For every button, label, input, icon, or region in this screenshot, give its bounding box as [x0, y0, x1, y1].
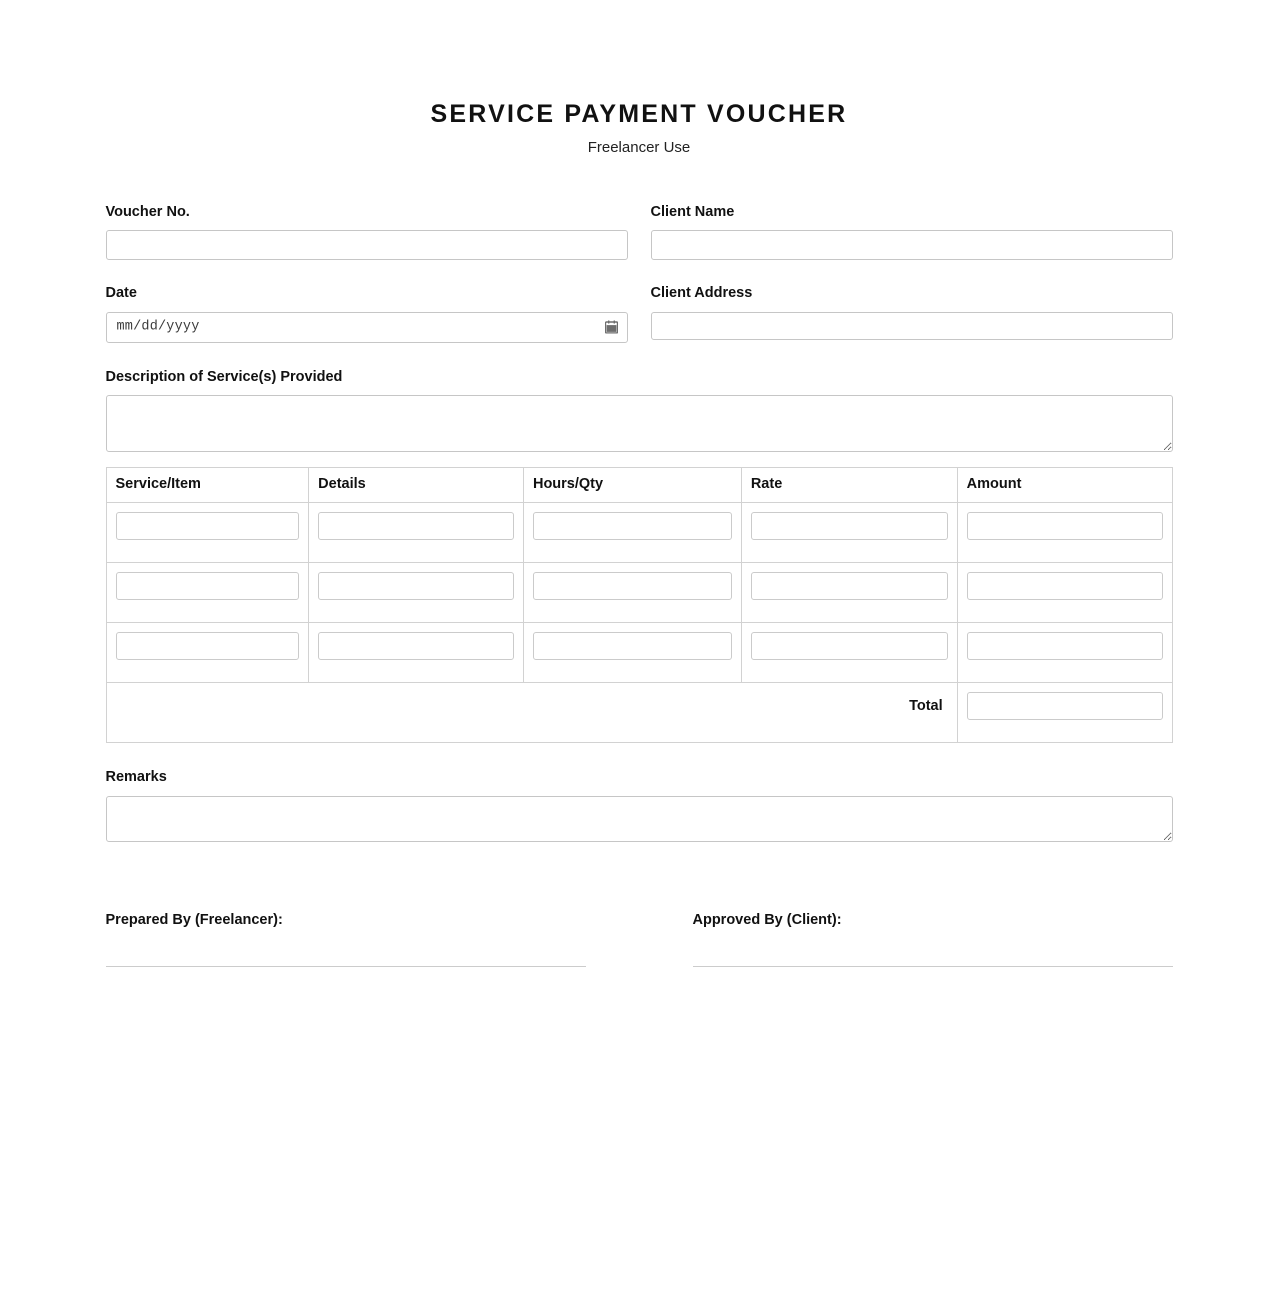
table-header-row [106, 467, 1172, 502]
cell-amount [957, 563, 1172, 623]
document-header [0, 0, 1278, 156]
client-name-input[interactable] [651, 230, 1173, 260]
cell-service-item [106, 563, 309, 623]
row-2-hours-input[interactable] [533, 572, 732, 600]
cell-details [309, 563, 524, 623]
date-placeholder: mm/dd/yyyy [116, 319, 200, 335]
field-group-client-name [651, 204, 1173, 260]
row-3-service-input[interactable] [116, 632, 300, 660]
service-items-table [106, 467, 1173, 743]
date-label: Date [105, 285, 137, 302]
description-textarea[interactable] [106, 395, 1173, 452]
date-input[interactable] [106, 312, 628, 343]
row-3-details-input[interactable] [318, 632, 514, 660]
field-row-1 [106, 204, 1173, 260]
column-header-hours-qty: Hours/Qty [523, 467, 741, 502]
voucher-no-label: Voucher No. [105, 203, 190, 220]
cell-total-amount [957, 683, 1172, 743]
row-1-hours-input[interactable] [533, 512, 732, 540]
cell-rate [741, 503, 957, 563]
total-amount-input[interactable] [967, 692, 1163, 720]
table-row [106, 623, 1172, 683]
cell-hours-qty [523, 563, 741, 623]
form-content [106, 204, 1173, 967]
total-label: Total [106, 683, 957, 743]
column-header-amount: Amount [957, 467, 1172, 502]
row-1-rate-input[interactable] [751, 512, 948, 540]
row-3-rate-input[interactable] [751, 632, 948, 660]
voucher-no-input[interactable] [106, 230, 628, 260]
table-head [106, 467, 1172, 502]
field-group-description [106, 369, 1173, 452]
approved-by-signature-line[interactable] [693, 966, 1173, 967]
field-group-date [106, 285, 628, 342]
prepared-by-signature-line[interactable] [106, 966, 586, 967]
row-1-amount-input[interactable] [967, 512, 1163, 540]
table-body [106, 503, 1172, 743]
signature-section [106, 912, 1173, 967]
row-3-amount-input[interactable] [967, 632, 1163, 660]
page-title: SERVICE PAYMENT VOUCHER [430, 100, 848, 128]
cell-service-item [106, 503, 309, 563]
row-2-details-input[interactable] [318, 572, 514, 600]
date-input-wrapper [106, 312, 628, 343]
cell-rate [741, 623, 957, 683]
field-group-voucher-no [106, 204, 628, 260]
page-subtitle: Freelancer Use [587, 138, 691, 156]
prepared-by-label: Prepared By (Freelancer): [105, 911, 283, 928]
approved-by-label: Approved By (Client): [692, 911, 842, 928]
row-1-details-input[interactable] [318, 512, 514, 540]
field-group-client-address [651, 285, 1173, 342]
row-2-amount-input[interactable] [967, 572, 1163, 600]
remarks-label: Remarks [105, 769, 167, 786]
remarks-textarea[interactable] [106, 796, 1173, 842]
table-row [106, 563, 1172, 623]
cell-details [309, 623, 524, 683]
cell-amount [957, 623, 1172, 683]
row-3-hours-input[interactable] [533, 632, 732, 660]
cell-hours-qty [523, 623, 741, 683]
cell-service-item [106, 623, 309, 683]
table-row [106, 503, 1172, 563]
cell-rate [741, 563, 957, 623]
cell-hours-qty [523, 503, 741, 563]
column-header-details: Details [309, 467, 524, 502]
row-2-rate-input[interactable] [751, 572, 948, 600]
signature-block-approved-by [693, 912, 1173, 967]
cell-details [309, 503, 524, 563]
client-name-label: Client Name [650, 203, 735, 220]
signature-block-prepared-by [106, 912, 586, 967]
cell-amount [957, 503, 1172, 563]
client-address-input[interactable] [651, 312, 1173, 340]
table-total-row [106, 683, 1172, 743]
column-header-rate: Rate [741, 467, 957, 502]
row-1-service-input[interactable] [116, 512, 300, 540]
column-header-service-item: Service/Item [106, 467, 309, 502]
row-2-service-input[interactable] [116, 572, 300, 600]
field-row-2 [106, 285, 1173, 342]
field-group-remarks [106, 769, 1173, 841]
description-label: Description of Service(s) Provided [105, 368, 343, 385]
client-address-label: Client Address [650, 285, 753, 302]
